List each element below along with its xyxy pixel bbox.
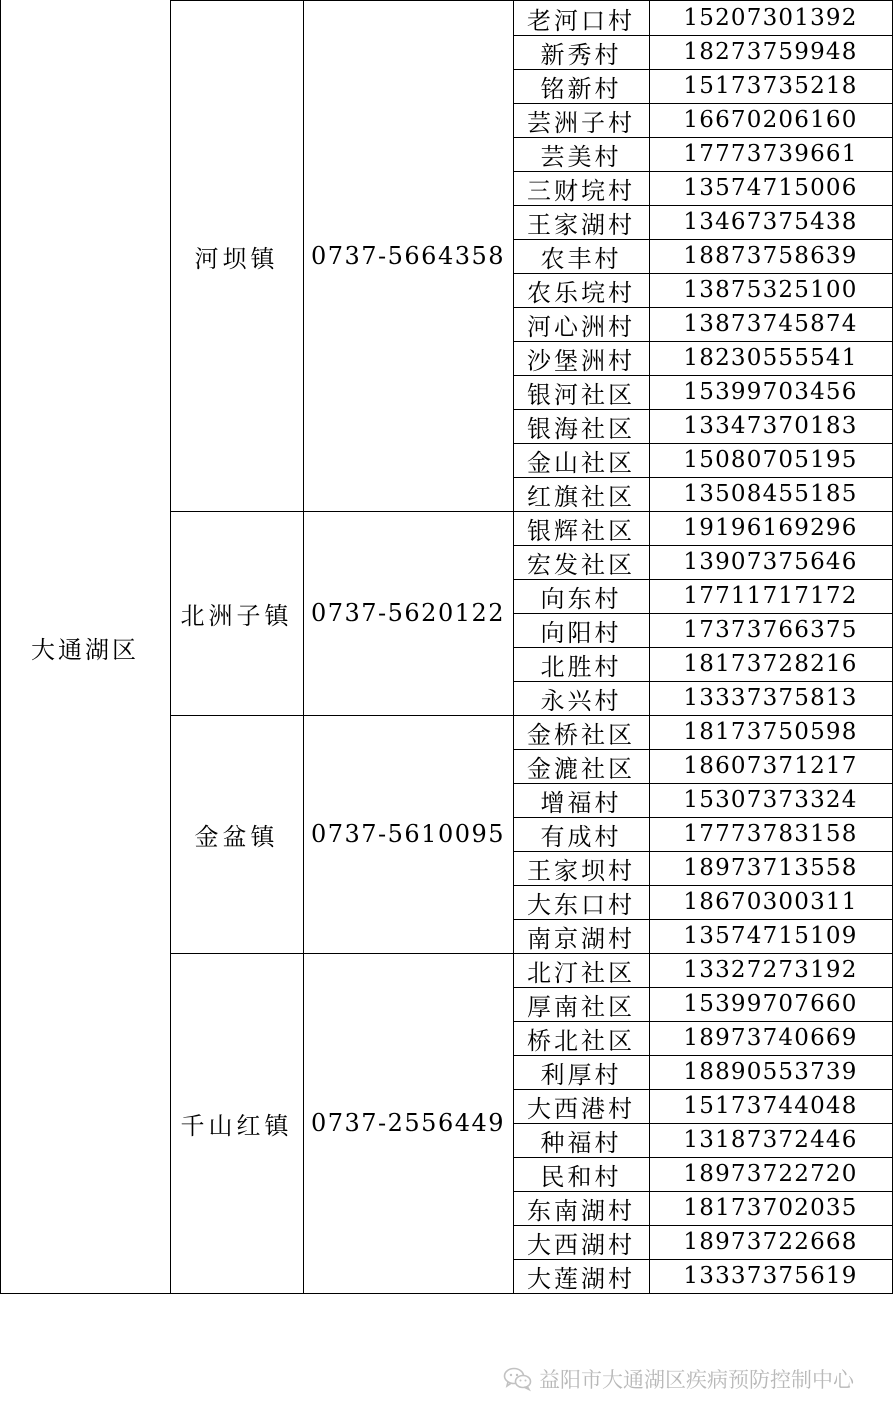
village-phone: 18890553739	[683, 1059, 858, 1085]
village-name: 农乐垸村	[527, 278, 635, 307]
row-divider	[513, 885, 893, 886]
town-name: 金盆镇	[194, 822, 279, 851]
village-name: 芸洲子村	[527, 108, 635, 137]
village-phone: 15399703456	[683, 379, 858, 405]
row-divider	[513, 1123, 893, 1124]
row-divider	[170, 511, 893, 512]
village-phone: 13337375619	[683, 1263, 858, 1289]
village-phone: 13907375646	[683, 549, 858, 575]
row-divider	[513, 919, 893, 920]
village-name: 老河口村	[527, 6, 635, 35]
column-divider	[170, 0, 171, 1294]
village-name: 新秀村	[540, 40, 622, 69]
village-phone: 13467375438	[683, 209, 858, 235]
village-name: 三财垸村	[527, 176, 635, 205]
village-name: 农丰村	[540, 244, 622, 273]
row-divider	[513, 1191, 893, 1192]
row-divider	[513, 579, 893, 580]
row-divider	[513, 851, 893, 852]
column-divider	[0, 0, 1, 1294]
village-phone: 13574715006	[683, 175, 858, 201]
village-phone: 18973740669	[683, 1025, 858, 1051]
row-divider	[513, 1259, 893, 1260]
village-phone: 15080705195	[683, 447, 858, 473]
village-phone: 13508455185	[683, 481, 858, 507]
village-name: 王家坝村	[527, 856, 635, 885]
town-office-phone: 0737-5664358	[310, 242, 506, 270]
village-name: 沙堡洲村	[527, 346, 635, 375]
village-phone: 18973722720	[683, 1161, 858, 1187]
village-name: 银河社区	[527, 380, 635, 409]
town-name: 河坝镇	[194, 244, 279, 273]
village-phone: 13327273192	[683, 957, 858, 983]
village-name: 民和村	[540, 1162, 622, 1191]
village-name: 铭新村	[540, 74, 622, 103]
village-phone: 13337375813	[683, 685, 858, 711]
town-name: 千山红镇	[180, 1111, 293, 1140]
column-divider	[303, 0, 304, 1294]
village-name: 大西港村	[527, 1094, 635, 1123]
column-divider	[649, 0, 650, 1294]
row-divider	[170, 953, 893, 954]
town-name: 北洲子镇	[180, 601, 293, 630]
village-name: 北胜村	[540, 652, 622, 681]
row-divider	[513, 307, 893, 308]
village-name: 大西湖村	[527, 1230, 635, 1259]
row-divider	[513, 1157, 893, 1158]
row-divider	[513, 817, 893, 818]
row-divider	[513, 375, 893, 376]
village-phone: 15173735218	[683, 73, 858, 99]
village-name: 向阳村	[540, 618, 622, 647]
village-phone: 18173750598	[683, 719, 858, 745]
row-divider	[513, 1055, 893, 1056]
row-divider	[513, 681, 893, 682]
village-name: 增福村	[540, 788, 622, 817]
village-phone: 13875325100	[683, 277, 858, 303]
row-divider	[513, 171, 893, 172]
village-name: 金桥社区	[527, 720, 635, 749]
village-phone: 18973713558	[683, 855, 858, 881]
row-divider	[513, 987, 893, 988]
row-divider	[513, 273, 893, 274]
row-divider	[513, 749, 893, 750]
village-phone: 18173728216	[683, 651, 858, 677]
row-divider	[513, 477, 893, 478]
village-name: 永兴村	[540, 686, 622, 715]
column-divider	[513, 0, 514, 1294]
village-phone: 13347370183	[683, 413, 858, 439]
village-phone: 13873745874	[683, 311, 858, 337]
wechat-icon	[503, 1366, 533, 1392]
village-name: 芸美村	[540, 142, 622, 171]
village-name: 银海社区	[527, 414, 635, 443]
village-phone: 18173702035	[683, 1195, 858, 1221]
row-divider	[513, 783, 893, 784]
village-name: 利厚村	[540, 1060, 622, 1089]
row-divider	[0, 1293, 893, 1294]
village-name: 向东村	[540, 584, 622, 613]
row-divider	[513, 647, 893, 648]
village-name: 东南湖村	[527, 1196, 635, 1225]
village-phone: 18273759948	[683, 39, 858, 65]
town-office-phone: 0737-5620122	[310, 599, 506, 627]
row-divider	[513, 613, 893, 614]
village-name: 银辉社区	[527, 516, 635, 545]
row-divider	[513, 409, 893, 410]
row-divider	[170, 715, 893, 716]
village-name: 厚南社区	[527, 992, 635, 1021]
row-divider	[513, 545, 893, 546]
village-phone: 17711717172	[683, 583, 858, 609]
village-name: 种福村	[540, 1128, 622, 1157]
village-name: 宏发社区	[527, 550, 635, 579]
district-name: 大通湖区	[31, 635, 139, 664]
village-name: 桥北社区	[527, 1026, 635, 1055]
village-phone: 15207301392	[683, 5, 858, 31]
village-phone: 17373766375	[683, 617, 858, 643]
row-divider	[513, 443, 893, 444]
row-divider	[513, 1021, 893, 1022]
village-phone: 18607371217	[683, 753, 858, 779]
row-divider	[513, 239, 893, 240]
watermark	[503, 1364, 854, 1394]
row-divider	[513, 35, 893, 36]
village-name: 有成村	[540, 822, 622, 851]
row-divider	[513, 341, 893, 342]
village-name: 大莲湖村	[527, 1264, 635, 1293]
village-phone: 15173744048	[683, 1093, 858, 1119]
village-phone: 13574715109	[683, 923, 858, 949]
village-name: 南京湖村	[527, 924, 635, 953]
watermark-text: 益阳市大通湖区疾病预防控制中心	[539, 1368, 854, 1392]
row-divider	[513, 205, 893, 206]
village-name: 红旗社区	[527, 482, 635, 511]
village-name: 金山社区	[527, 448, 635, 477]
row-divider	[513, 69, 893, 70]
village-phone: 18670300311	[683, 889, 858, 915]
village-name: 河心洲村	[527, 312, 635, 341]
village-phone: 17773739661	[683, 141, 858, 167]
town-office-phone: 0737-5610095	[310, 820, 506, 848]
village-name: 金漉社区	[527, 754, 635, 783]
village-name: 王家湖村	[527, 210, 635, 239]
village-phone: 18973722668	[683, 1229, 858, 1255]
village-phone: 15399707660	[683, 991, 858, 1017]
row-divider	[513, 103, 893, 104]
town-office-phone: 0737-2556449	[310, 1109, 506, 1137]
village-phone: 18873758639	[683, 243, 858, 269]
row-divider	[513, 1089, 893, 1090]
village-name: 北汀社区	[527, 958, 635, 987]
village-phone: 16670206160	[683, 107, 858, 133]
village-phone: 13187372446	[683, 1127, 858, 1153]
village-name: 大东口村	[527, 890, 635, 919]
row-divider	[513, 137, 893, 138]
row-divider	[513, 1225, 893, 1226]
village-phone: 17773783158	[683, 821, 858, 847]
village-phone: 18230555541	[683, 345, 858, 371]
village-phone: 15307373324	[683, 787, 858, 813]
village-phone: 19196169296	[683, 515, 858, 541]
